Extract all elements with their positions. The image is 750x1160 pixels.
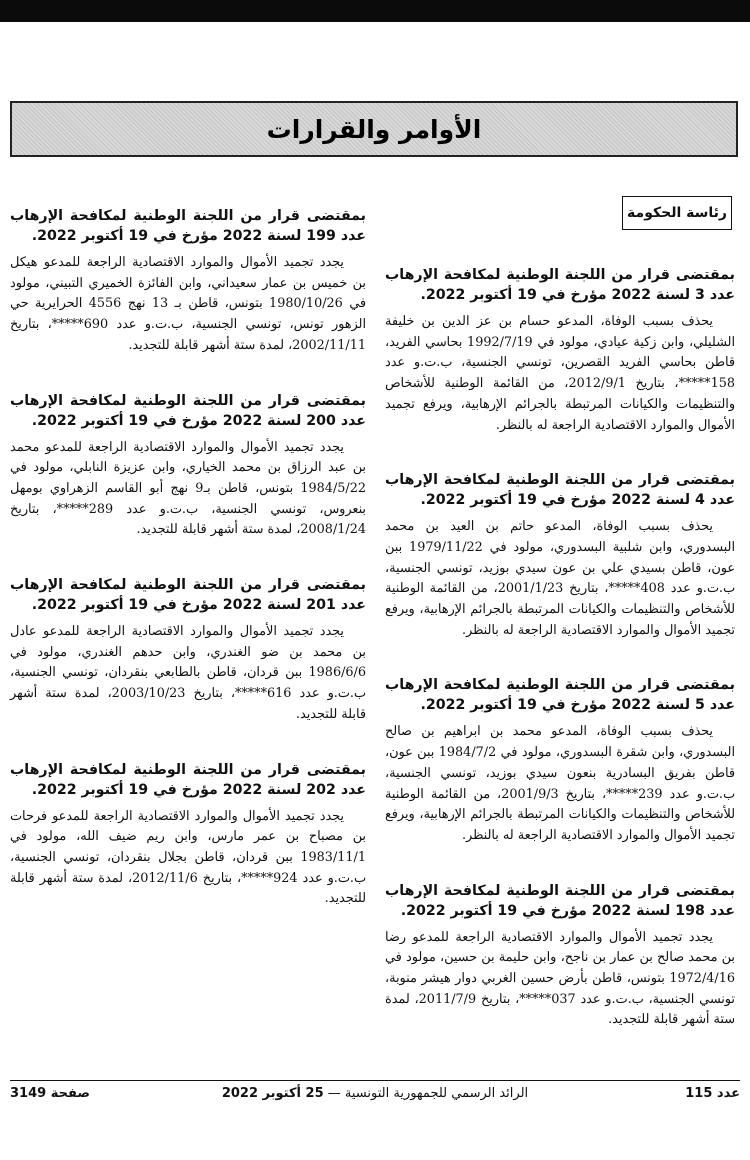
decree-title: بمقتضى قرار من اللجنة الوطنية لمكافحة الإرهاب عدد 202 لسنة 2022 مؤرخ في 19 أكتوبر 2022. <box>10 761 366 798</box>
decree-body: يجدد تجميد الأموال والموارد الاقتصادية الراجعة للمدعو محمد بن عبد الرزاق بن محمد الخياري، وابن عزيزة النابلي، مولود في 1984/5/22 بتونس، قاطن بـ9 نهج أبو القاسم الزهراوي بومهل بنعروس، تونسي الجنسية، ب.ت.و عدد 289*****، بتاريخ 2008/1/24، لمدة ستة أشهر قابلة للتجديد. <box>10 439 366 538</box>
decree-body: يحذف بسبب الوفاة، المدعو محمد بن ابراهيم بن صالح البسدوري، وابن شقرة البسدوري، مولود في 1984/7/2 ببن عون، قاطن بفريق البسادرية بنعون سيدي بوزيد، تونسي الجنسية، ب.ت.و عدد 239*****، بتاريخ 2001/9/3، من القائمة الوطنية للأشخاص والتنظيمات والكيانات المرتبطة بالجرائم الإرهابية، ويرفع تجميد الأموال والموارد الاقتصادية الراجعة له بالنظر. <box>385 724 736 843</box>
decree-title: بمقتضى قرار من اللجنة الوطنية لمكافحة الإرهاب عدد 3 لسنة 2022 مؤرخ في 19 أكتوبر 2022. <box>385 267 735 303</box>
decree-199 <box>10 206 366 357</box>
decree-3 <box>385 265 735 436</box>
decree-title: بمقتضى قرار من اللجنة الوطنية لمكافحة الإرهاب عدد 4 لسنة 2022 مؤرخ في 19 أكتوبر 2022. <box>385 472 735 509</box>
decree-title: بمقتضى قرار من اللجنة الوطنية لمكافحة الإرهاب عدد 199 لسنة 2022 مؤرخ في 19 أكتوبر 2022. <box>10 208 366 244</box>
decree-201 <box>10 575 366 726</box>
decree-200 <box>10 391 366 542</box>
issue-number: عدد 115 <box>685 1086 740 1101</box>
decree-202 <box>10 760 366 911</box>
page-title: الأوامر والقرارات <box>266 114 482 144</box>
decree-title: بمقتضى قرار من اللجنة الوطنية لمكافحة الإرهاب عدد 201 لسنة 2022 مؤرخ في 19 أكتوبر 2022. <box>10 577 366 614</box>
decree-title: بمقتضى قرار من اللجنة الوطنية لمكافحة الإرهاب عدد 198 لسنة 2022 مؤرخ في 19 أكتوبر 2022. <box>385 882 735 919</box>
section-label-box <box>622 196 732 230</box>
decree-body: يحذف بسبب الوفاة، المدعو حسام بن عز الدين بن خليفة الشليلي، وابن زكية عيادي، مولود في 1992/7/19 بحاسي الفريد، قاطن بحاسي الفريد القصرين، تونسي الجنسية، ب.ت.و عدد 158*****، بتاريخ 2012/9/1، من القائمة الوطنية للأشخاص والتنظيمات والكيانات المرتبطة بالجرائم الإرهابية، ويرفع تجميد الأموال والموارد الاقتصادية الراجعة له بالنظر. <box>385 314 735 433</box>
page-footer <box>10 1086 740 1106</box>
top-black-bar <box>0 0 750 22</box>
decree-title: بمقتضى قرار من اللجنة الوطنية لمكافحة الإرهاب عدد 5 لسنة 2022 مؤرخ في 19 أكتوبر 2022. <box>385 677 735 714</box>
decree-title: بمقتضى قرار من اللجنة الوطنية لمكافحة الإرهاب عدد 200 لسنة 2022 مؤرخ في 19 أكتوبر 2022. <box>10 392 366 429</box>
section-banner <box>10 101 738 157</box>
journal-info <box>10 1086 740 1101</box>
decree-4 <box>385 470 735 641</box>
page-number: صفحة 3149 <box>10 1086 90 1101</box>
decree-body: يجدد تجميد الأموال والموارد الاقتصادية الراجعة للمدعو عادل بن محمد بن ضو الغندري، وابن حدهم الغندري، مولود في 1986/6/6 ببن قردان، قاطن بالطابعي بنقردان، تونسي الجنسية، ب.ت.و عدد 616*****، بتاريخ 2003/10/23، لمدة ستة أشهر قابلة للتجديد. <box>10 624 366 722</box>
left-column <box>10 206 366 910</box>
decree-body: يجدد تجميد الأموال والموارد الاقتصادية الراجعة للمدعو رضا بن محمد صالح بن عمار بن ناجح، وابن حليمة بن حسين، مولود في 1972/4/16 بتونس، قاطن بأرض حسين الغربي دوار هيشر منوبة، تونسي الجنسية، ب.ت.و عدد 037*****، بتاريخ 2011/7/9، لمدة ستة أشهر قابلة للتجديد. <box>385 929 735 1028</box>
decree-body: يجدد تجميد الأموال والموارد الاقتصادية الراجعة للمدعو فرحات بن مصباح بن عمر مارس، وابن ريم ضيف الله، مولود في 1983/11/1 ببن قردان، قاطن بجلال بنقردان، تونسي الجنسية، ب.ت.و عدد 924*****، بتاريخ 2012/11/6، لمدة ستة أشهر قابلة للتجديد. <box>10 808 366 907</box>
right-column <box>385 265 735 1031</box>
decree-body: يجدد تجميد الأموال والموارد الاقتصادية الراجعة للمدعو هيكل بن خميس بن عمار سعيداني، وابن الفائزة الخميري التبيني، مولود في 1980/10/26 بتونس، قاطن بـ 13 نهج 4556 الحرايرية حي الزهور تونس، تونسي الجنسية، ب.ت.و عدد 690*****، بتاريخ 2002/11/11، لمدة ستة أشهر قابلة للتجديد. <box>10 255 367 353</box>
section-label: رئاسة الحكومة <box>627 205 727 221</box>
issue-date: 25 أكتوبر 2022 <box>221 1086 324 1101</box>
decree-body: يحذف بسبب الوفاة، المدعو حاتم بن العيد بن محمد البسدوري، وابن شلبية البسدوري، مولود في 1979/11/22 ببن عون، قاطن بسيدي علي بن عون سيدي بوزيد، تونسي الجنسية، ب.ت.و عدد 408*****، بتاريخ 2001/1/23، من القائمة الوطنية للأشخاص والتنظيمات والكيانات المرتبطة بالجرائم الإرهابية، ويرفع تجميد الأموال والموارد الاقتصادية الراجعة له بالنظر. <box>385 519 736 638</box>
decree-198 <box>385 881 735 1032</box>
decree-5 <box>385 675 735 846</box>
footer-divider <box>10 1080 740 1081</box>
journal-name: الرائد الرسمي للجمهورية التونسية — <box>327 1086 529 1101</box>
